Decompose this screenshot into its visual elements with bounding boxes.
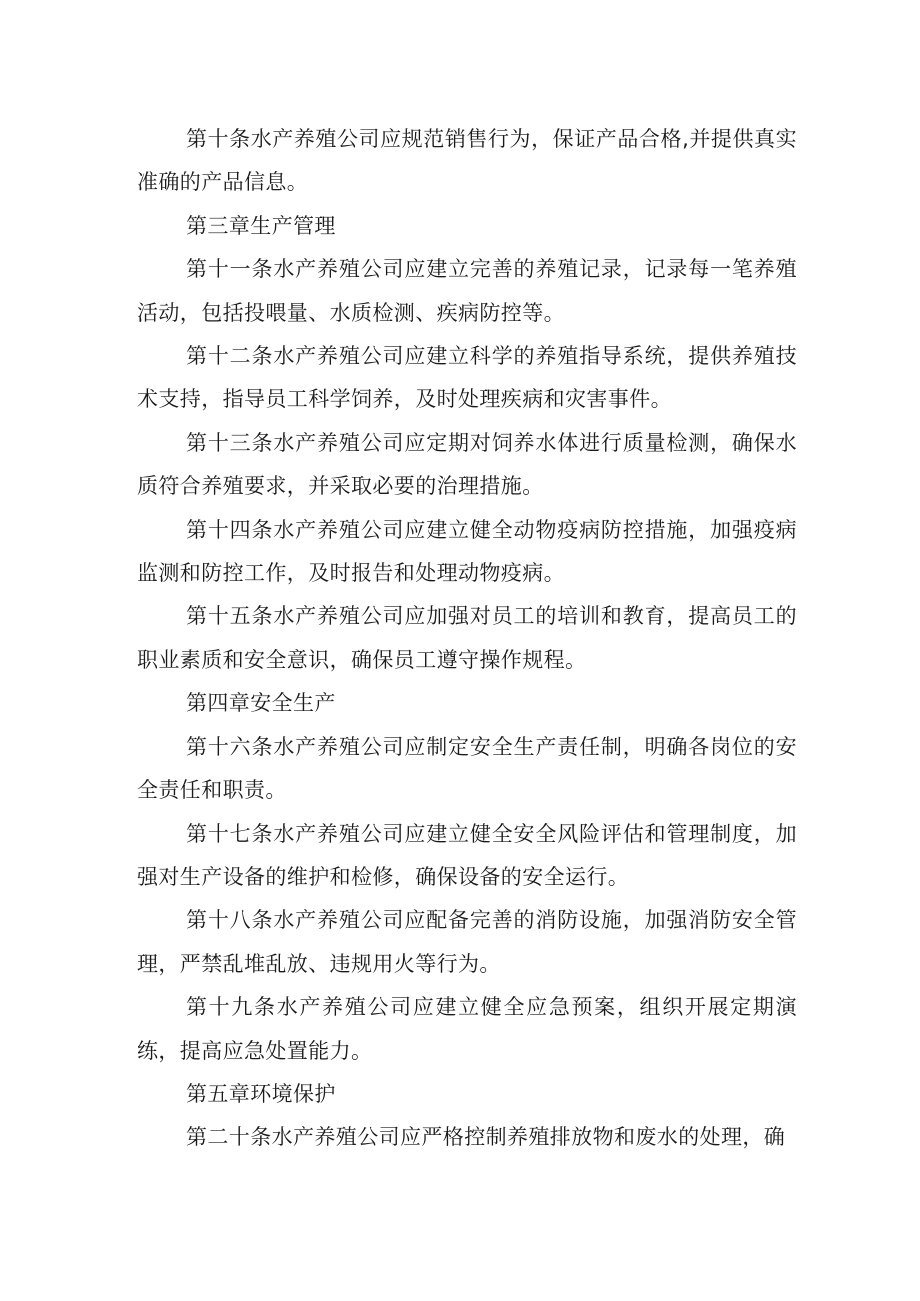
article-20-paragraph: 第二十条水产养殖公司应严格控制养殖排放物和废水的处理，确 — [186, 1125, 786, 1150]
chapter-5-heading: 第五章环境保护 — [186, 1081, 336, 1106]
article-14-paragraph: 第十四条水产养殖公司应建立健全动物疫病防控措施，加强疫病监测和防控工作，及时报告和处理动物疫病。 — [137, 517, 797, 586]
chapter-3-heading: 第三章生产管理 — [186, 213, 336, 238]
article-16-paragraph: 第十六条水产养殖公司应制定安全生产责任制，明确各岗位的安全责任和职责。 — [137, 734, 797, 803]
document-body — [137, 118, 797, 1160]
article-18-paragraph: 第十八条水产养殖公司应配备完善的消防设施，加强消防安全管理，严禁乱堆乱放、违规用火等行为。 — [137, 908, 797, 976]
chapter-4-heading: 第四章安全生产 — [186, 691, 336, 716]
article-11-paragraph: 第十一条水产养殖公司应建立完善的养殖记录，记录每一笔养殖活动，包括投喂量、水质检测、疾病防控等。 — [137, 257, 797, 325]
article-17-paragraph: 第十七条水产养殖公司应建立健全安全风险评估和管理制度，加强对生产设备的维护和检修，确保设备的安全运行。 — [137, 821, 797, 889]
article-19-paragraph: 第十九条水产养殖公司应建立健全应急预案，组织开展定期演练，提高应急处置能力。 — [137, 995, 797, 1063]
article-12-paragraph: 第十二条水产养殖公司应建立科学的养殖指导系统，提供养殖技术支持，指导员工科学饲养，及时处理疾病和灾害事件。 — [137, 344, 797, 412]
article-15-paragraph: 第十五条水产养殖公司应加强对员工的培训和教育，提高员工的职业素质和安全意识，确保员工遵守操作规程。 — [137, 604, 797, 672]
article-13-paragraph: 第十三条水产养殖公司应定期对饲养水体进行质量检测，确保水质符合养殖要求，并采取必要的治理措施。 — [137, 430, 797, 499]
article-10-paragraph: 第十条水产养殖公司应规范销售行为，保证产品合格,并提供真实准确的产品信息。 — [137, 127, 797, 195]
